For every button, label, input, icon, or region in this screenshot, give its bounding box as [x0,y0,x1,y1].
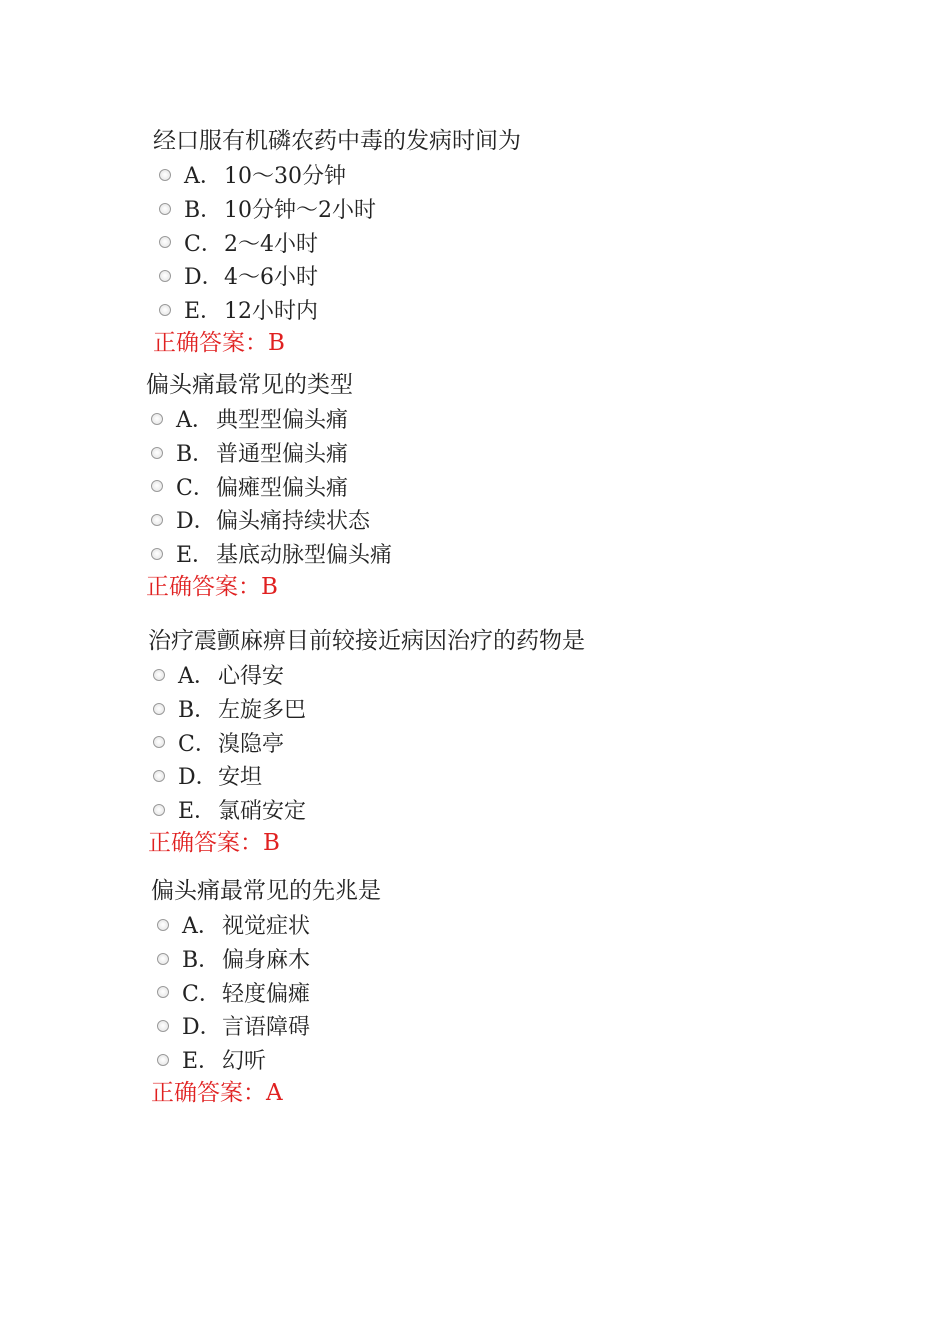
radio-button[interactable] [153,669,165,681]
option-c[interactable] [157,975,851,1009]
option-letter: E． [184,299,223,325]
option-c[interactable] [153,725,848,759]
option-d[interactable] [157,1009,851,1043]
option-c[interactable] [159,225,853,259]
option-e[interactable] [157,1043,851,1077]
radio-button[interactable] [159,270,171,282]
option-text: 溴隐亭 [218,731,285,757]
radio-button[interactable] [159,304,171,316]
option-a[interactable] [157,908,851,942]
radio-button[interactable] [151,447,163,459]
question-title: 经口服有机磷农药中毒的发病时间为 [153,128,521,154]
option-text: 10分钟～2小时 [224,198,376,224]
radio-button[interactable] [153,770,165,782]
option-letter: D． [178,765,218,791]
option-letter: C． [178,731,217,757]
option-text: 左旋多巴 [218,698,307,724]
option-text: 心得安 [218,664,285,690]
option-letter: A． [178,664,216,690]
option-a[interactable] [153,658,848,692]
question-2 [146,368,846,604]
option-text: 安坦 [218,765,263,791]
option-text: 偏头痛持续状态 [216,509,371,535]
radio-button[interactable] [151,480,163,492]
option-text: 基底动脉型偏头痛 [216,543,393,569]
option-b[interactable] [151,436,846,470]
option-d[interactable] [159,259,853,293]
option-d[interactable] [151,503,846,537]
option-letter: C． [182,981,221,1007]
question-title: 偏头痛最常见的类型 [146,372,353,398]
option-letter: E． [176,543,215,569]
option-letter: C． [184,231,223,257]
option-list [157,908,851,1076]
radio-button[interactable] [153,804,165,816]
option-text: 12小时内 [224,299,318,325]
option-a[interactable] [159,158,853,192]
option-letter: B． [178,698,217,724]
radio-button[interactable] [159,203,171,215]
option-text: 普通型偏头痛 [216,442,349,468]
option-text: 典型型偏头痛 [216,408,349,434]
option-text: 氯硝安定 [218,799,307,825]
question-title: 治疗震颤麻痹目前较接近病因治疗的药物是 [148,628,585,654]
radio-button[interactable] [157,953,169,965]
option-e[interactable] [159,293,853,327]
option-letter: E． [182,1049,221,1075]
option-list [153,658,848,826]
option-letter: C． [176,475,215,501]
option-text: 幻听 [222,1049,267,1075]
option-e[interactable] [151,537,846,571]
radio-button[interactable] [151,413,163,425]
option-text: 4～6小时 [224,265,318,291]
correct-answer: 正确答案：B [146,574,278,601]
option-b[interactable] [153,692,848,726]
radio-button[interactable] [157,1020,169,1032]
option-e[interactable] [153,793,848,827]
option-b[interactable] [159,192,853,226]
option-letter: A． [184,164,222,190]
option-text: 轻度偏瘫 [222,981,311,1007]
question-title: 偏头痛最常见的先兆是 [151,878,381,904]
radio-button[interactable] [157,919,169,931]
radio-button[interactable] [157,986,169,998]
radio-button[interactable] [151,548,163,560]
option-b[interactable] [157,942,851,976]
option-letter: A． [176,408,214,434]
question-3 [148,624,848,860]
question-4 [151,874,851,1110]
option-text: 言语障碍 [222,1015,311,1041]
question-1 [153,124,853,360]
radio-button[interactable] [153,736,165,748]
option-a[interactable] [151,402,846,436]
option-c[interactable] [151,469,846,503]
option-letter: B． [182,948,221,974]
option-text: 偏瘫型偏头痛 [216,475,349,501]
correct-answer: 正确答案：B [148,830,280,857]
radio-button[interactable] [151,514,163,526]
correct-answer: 正确答案：B [153,330,285,357]
option-list [159,158,853,326]
option-text: 10～30分钟 [224,164,346,190]
radio-button[interactable] [157,1054,169,1066]
option-letter: A． [182,914,220,940]
option-letter: D． [176,509,216,535]
option-d[interactable] [153,759,848,793]
option-text: 2～4小时 [224,231,318,257]
radio-button[interactable] [159,236,171,248]
option-letter: E． [178,799,217,825]
option-letter: D． [182,1015,222,1041]
radio-button[interactable] [159,169,171,181]
correct-answer: 正确答案：A [151,1080,283,1107]
option-letter: D． [184,265,224,291]
option-text: 视觉症状 [222,914,311,940]
option-list [151,402,846,570]
option-letter: B． [176,442,215,468]
radio-button[interactable] [153,703,165,715]
option-text: 偏身麻木 [222,948,311,974]
option-letter: B． [184,198,223,224]
